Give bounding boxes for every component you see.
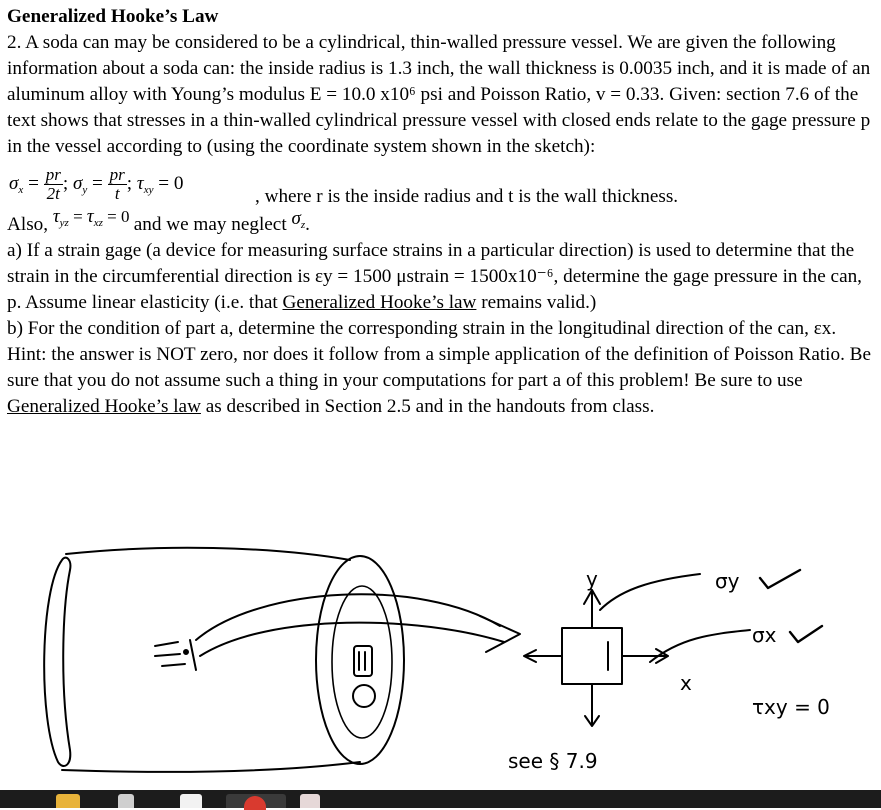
tau-xy-label: τxy = 0 xyxy=(752,695,830,719)
pull-tab-ring xyxy=(353,685,375,707)
can-top-edge xyxy=(66,548,350,560)
x-axis-label: x xyxy=(680,671,692,695)
y-arrow xyxy=(584,590,600,628)
stress-equations xyxy=(7,160,873,212)
media-icon[interactable] xyxy=(300,794,320,808)
soda-can-sketch xyxy=(0,530,881,790)
dropbox-icon[interactable] xyxy=(180,794,202,808)
y-axis-label: y xyxy=(586,567,598,591)
can-lid-ring xyxy=(332,586,392,738)
detail-arrow xyxy=(196,594,504,656)
bottom-arrow xyxy=(585,684,599,726)
problem-statement: 2. A soda can may be considered to be a cylindrical, thin-walled pressure vessel. We are given the following information about a soda can: the inside radius is 1.3 inch, the wall thickness is 0.0035 inch, and it is made of an aluminum alloy with Young’s modulus E = 10.0 x10⁶ psi and Poisson Ratio, v = 0.33. Given: section 7.6 of the text shows that stresses in a thin-walled cylindrical pressure vessel with closed ends relate to the gage pressure p in the vessel according to (using the coordinate system shown in the sketch): xyxy=(7,32,871,157)
app-icon[interactable] xyxy=(118,794,134,808)
sigma-x-label: σx xyxy=(752,623,777,647)
surface-element-mark xyxy=(155,640,196,670)
document-title: Generalized Hooke’s Law xyxy=(7,6,219,27)
where-clause: , where r is the inside radius and t is the wall thickness. xyxy=(255,186,679,207)
also-suffix: and we may neglect xyxy=(133,214,287,235)
problem-document xyxy=(7,4,873,420)
stress-element xyxy=(562,628,622,684)
sigma-y-check xyxy=(760,570,800,588)
x-arrow xyxy=(622,649,668,663)
stress-formula: $\sigma_x$ = $\frac{pr}{2t}$ ; $\sigma_y$ = $\frac{pr}{t}$ ; $\tau_{xy} = 0$ xyxy=(9,165,184,203)
also-prefix: Also, xyxy=(7,214,49,235)
hookes-law-link-a: Generalized Hooke’s law xyxy=(282,292,477,313)
file-explorer-icon[interactable] xyxy=(56,794,80,808)
sigma-x-check xyxy=(790,626,822,642)
also-line: Also, $\tau_{yz} = \tau_{xz} = 0$ and we may neglect $\sigma_z$. xyxy=(7,206,310,235)
sigma-y-fraction: $\frac{pr}{t}$ xyxy=(109,165,125,203)
see-section-label: see § 7.9 xyxy=(508,749,598,773)
sigma-y-leader xyxy=(600,574,700,610)
can-bottom-edge xyxy=(62,762,360,772)
sigma-x-fraction: $\frac{pr}{2t}$ xyxy=(45,165,61,203)
browser-icon[interactable] xyxy=(226,794,286,808)
part-a: a) If a strain gage (a device for measuring surface strains in a particular direction) is used to determine that the strain in the circumferential direction is εy = 1500 μstrain = 1500x10⁻⁶, determine the gage pressure in the can, p. Assume linear elasticity (i.e. that Generalized Hooke’s law remains valid.) xyxy=(7,240,862,313)
can-left-end xyxy=(44,558,70,766)
left-arrow xyxy=(524,650,562,662)
part-b: b) For the condition of part a, determine the corresponding strain in the longitudinal direction of the can, εx. Hint: the answer is NOT zero, nor does it follow from a simple application of the definition of Poisson Ratio. Be sure that you do not assume such a thing in your computations for part a of this problem! Be sure to use Generalized Hooke’s law as described in Section 2.5 and in the handouts from class. xyxy=(7,318,871,417)
taskbar xyxy=(0,790,881,808)
pull-tab xyxy=(354,646,372,676)
hookes-law-link-b: Generalized Hooke’s law xyxy=(7,396,201,417)
tau-shear-value: = 0 xyxy=(107,207,130,226)
tau-xy-value: = 0 xyxy=(158,172,184,194)
sigma-y-label: σy xyxy=(715,569,740,593)
